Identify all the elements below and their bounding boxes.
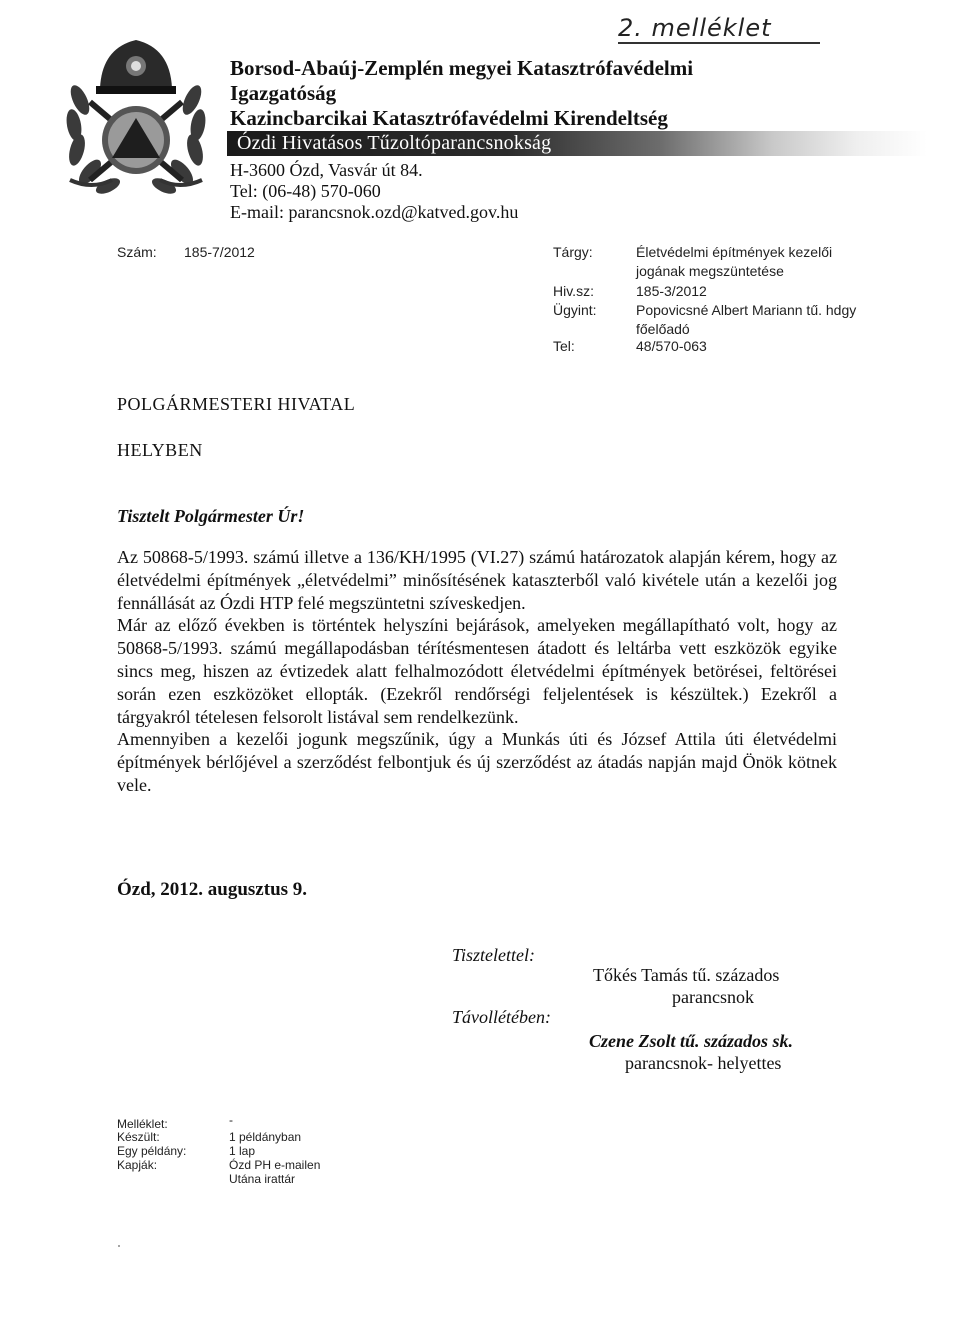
deputy-title: parancsnok- helyettes bbox=[625, 1053, 782, 1073]
attachment-label: Melléklet: bbox=[117, 1117, 168, 1131]
fire-department-crest-logo bbox=[62, 30, 210, 198]
recipients-value-1: Ózd PH e-mailen bbox=[229, 1158, 321, 1172]
subject-value-line2: jogának megszüntetése bbox=[636, 263, 784, 279]
reference-number-label: Hiv.sz: bbox=[553, 283, 594, 299]
one-copy-value: 1 lap bbox=[229, 1144, 256, 1158]
org-name-line2: Igazgatóság bbox=[230, 81, 337, 105]
phone-number: Tel: (06-48) 570-060 bbox=[230, 181, 381, 201]
scan-speck bbox=[118, 1245, 120, 1247]
org-name-line1: Borsod-Abaúj-Zemplén megyei Katasztrófavédelmi bbox=[230, 56, 694, 80]
unit-banner bbox=[227, 131, 927, 156]
contact-phone-label: Tel: bbox=[553, 338, 575, 354]
file-number-value: 185-7/2012 bbox=[184, 244, 255, 260]
signer-title: parancsnok bbox=[672, 987, 754, 1007]
salutation: Tisztelt Polgármester Úr! bbox=[117, 506, 305, 526]
body-paragraph-1: Az 50868-5/1993. számú illetve a 136/KH/1995 (VI.27) számú határozatok alapján kérem, hogy az életvédelmi építmények „életvédelmi” minősítésének kataszterből való kivétele után a kezelői jog fennállását az Ózdi HTP felé megszüntetni szíveskedjen. bbox=[117, 547, 837, 613]
email-address: E-mail: parancsnok.ozd@katved.gov.hu bbox=[230, 202, 519, 222]
attachment-value: - bbox=[229, 1113, 233, 1127]
addressee-office: POLGÁRMESTERI HIVATAL bbox=[117, 394, 356, 414]
body-paragraph-2: Már az előző években is történtek helyszíni bejárások, amelyeken megállapítható volt, hogy az 50868-5/1993. számú megállapodásban térítésmentesen átadott és leltárba vett eszközök egyike sincs meg, hiszen az évtizedek alatt felhalmozódott életvédelmi építmények betörései, feltörései során ezen eszközöket ellopták. (Ezekről rendőrségi feljelentések is készültek.) Ezekről a tárgyakról tételesen felsorolt listával sem rendelkezünk. bbox=[117, 615, 837, 727]
case-officer-value-line1: Popovicsné Albert Mariann tű. hdgy bbox=[636, 302, 857, 318]
case-officer-value-line2: főelőadó bbox=[636, 321, 690, 337]
letter-body bbox=[117, 546, 837, 797]
made-value: 1 példányban bbox=[229, 1130, 302, 1144]
subject-label: Tárgy: bbox=[553, 244, 593, 260]
closing-phrase: Tisztelettel: bbox=[452, 945, 535, 965]
postal-address: H-3600 Ózd, Vasvár út 84. bbox=[230, 160, 423, 180]
case-officer-label: Ügyint: bbox=[553, 302, 597, 318]
annex-label: 2. melléklet bbox=[618, 14, 772, 42]
signer-name: Tőkés Tamás tű. százados bbox=[593, 965, 780, 985]
in-absence-phrase: Távollétében: bbox=[452, 1007, 551, 1027]
body-paragraph-3: Amennyiben a kezelői jogunk megszűnik, úgy a Munkás úti és József Attila úti életvédelmi építmények bérlőjével a szerződést felbontjuk és új szerződést az átadás napján majd Önök kötnek vele. bbox=[117, 729, 837, 795]
recipients-value-2: Utána irattár bbox=[229, 1172, 296, 1186]
org-name-line3: Kazincbarcikai Katasztrófavédelmi Kirendeltség bbox=[230, 106, 668, 130]
deputy-name: Czene Zsolt tű. százados sk. bbox=[589, 1031, 794, 1051]
reference-number-value: 185-3/2012 bbox=[636, 283, 707, 299]
file-number-label: Szám: bbox=[117, 244, 157, 260]
addressee-location: HELYBEN bbox=[117, 440, 203, 460]
letter-date: Ózd, 2012. augusztus 9. bbox=[117, 879, 308, 900]
unit-banner-text: Ózdi Hivatásos Tűzoltóparancsnokság bbox=[237, 132, 552, 154]
made-label: Készült: bbox=[117, 1130, 160, 1144]
contact-phone-value: 48/570-063 bbox=[636, 338, 707, 354]
subject-value-line1: Életvédelmi építmények kezelői bbox=[636, 244, 833, 260]
recipients-label: Kapják: bbox=[117, 1158, 158, 1172]
annex-underline bbox=[618, 42, 820, 44]
one-copy-label: Egy példány: bbox=[117, 1144, 187, 1158]
